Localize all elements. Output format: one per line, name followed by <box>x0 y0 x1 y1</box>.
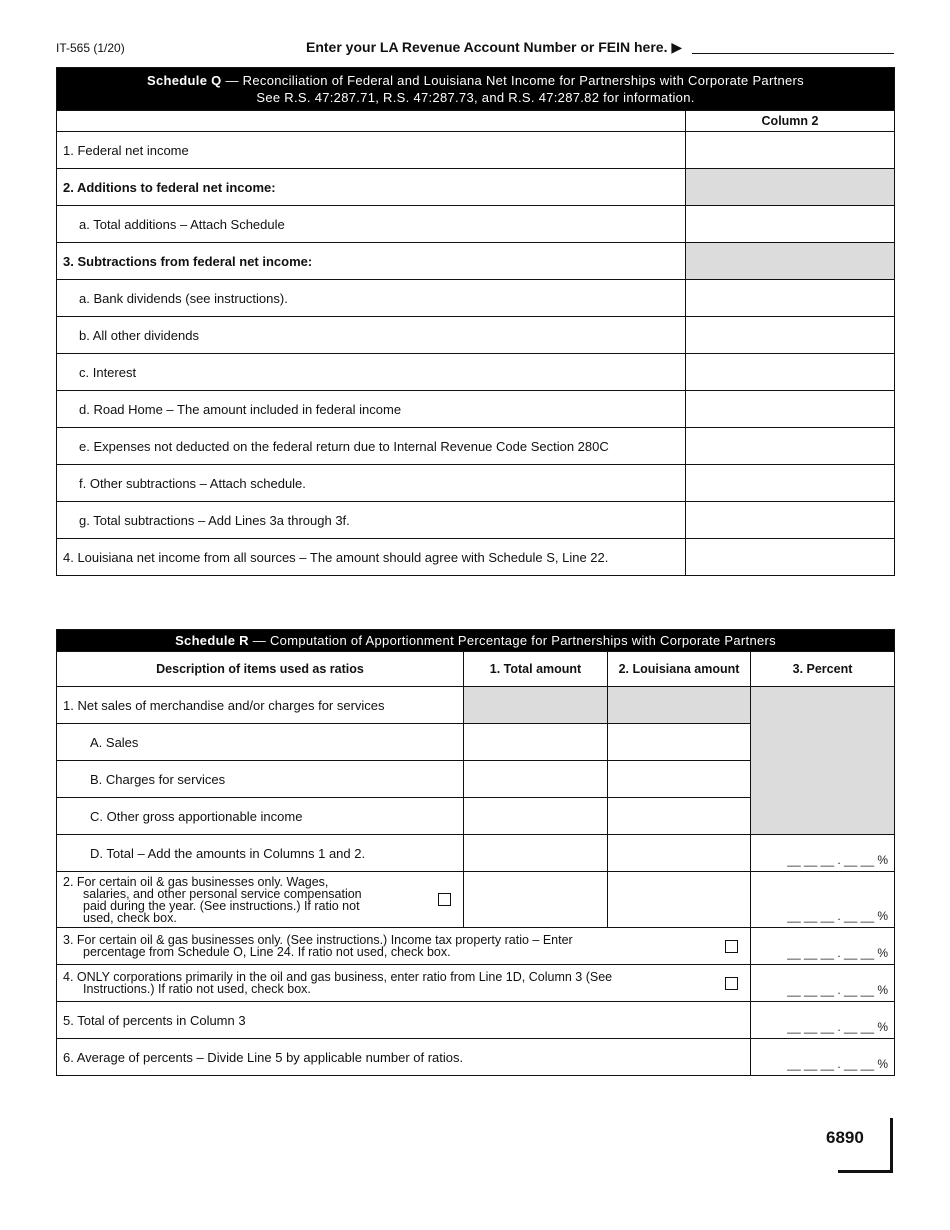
col-description-header: Description of items used as ratios <box>57 652 464 687</box>
r-line-3-percent[interactable]: __ __ __ . __ __ % <box>751 928 895 965</box>
q-line-3g-input[interactable] <box>686 502 895 539</box>
schedule-q-header <box>57 68 895 111</box>
col-percent-header: 3. Percent <box>751 652 895 687</box>
r-line-1d-la-input[interactable] <box>608 835 751 872</box>
q-line-2a-input[interactable] <box>686 206 895 243</box>
account-number-prompt: Enter your LA Revenue Account Number or FEIN here. ▶ <box>306 39 683 55</box>
r-line-1d-total-input[interactable] <box>464 835 608 872</box>
q-line-4-label: 4. Louisiana net income from all sources – The amount should agree with Schedule S, Line 22. <box>57 539 686 576</box>
form-number: 6890 <box>826 1128 864 1147</box>
r-line-1c-label: C. Other gross apportionable income <box>57 798 464 835</box>
column-2-header: Column 2 <box>686 111 895 132</box>
q-line-3f-label: f. Other subtractions – Attach schedule. <box>57 465 686 502</box>
r-percent-shaded-block <box>751 687 895 835</box>
r-line-1a-label: A. Sales <box>57 724 464 761</box>
corner-mark <box>890 1118 893 1173</box>
r-line-5-label: 5. Total of percents in Column 3 <box>57 1002 751 1039</box>
schedule-r-header <box>57 630 895 652</box>
q-line-1-label: 1. Federal net income <box>57 132 686 169</box>
r-line-1a-la-input[interactable] <box>608 724 751 761</box>
form-id: IT-565 (1/20) <box>56 41 125 55</box>
q-line-3a-label: a. Bank dividends (see instructions). <box>57 280 686 317</box>
r-line-6-percent[interactable]: __ __ __ . __ __ % <box>751 1039 895 1076</box>
r-line-1c-total-input[interactable] <box>464 798 608 835</box>
r-line-1a-total-input[interactable] <box>464 724 608 761</box>
r-line-1-total-shaded <box>464 687 608 724</box>
q-line-3e-input[interactable] <box>686 428 895 465</box>
top-header <box>56 38 894 58</box>
q-line-3-shaded <box>686 243 895 280</box>
q-line-3e-label: e. Expenses not deducted on the federal return due to Internal Revenue Code Section 280C <box>57 428 686 465</box>
schedule-r-title: — Computation of Apportionment Percentage for Partnerships with Corporate Partners <box>248 633 776 648</box>
r-line-2-label: 2. For certain oil & gas businesses only. Wages, salaries, and other personal service compensation paid during the year. (See instructions.) If ratio not used, check box. <box>57 872 464 928</box>
r-line-2-percent[interactable]: __ __ __ . __ __ % <box>751 872 895 928</box>
schedule-q-subtitle: See R.S. 47:287.71, R.S. 47:287.73, and R.S. 47:287.82 for information. <box>256 90 695 105</box>
q-line-3b-input[interactable] <box>686 317 895 354</box>
r-line-4-percent[interactable]: __ __ __ . __ __ % <box>751 965 895 1002</box>
corner-mark-base <box>838 1170 893 1173</box>
q-line-3b-label: b. All other dividends <box>57 317 686 354</box>
col-total-amount-header: 1. Total amount <box>464 652 608 687</box>
r-line-2-la-input[interactable] <box>608 872 751 928</box>
q-line-4-input[interactable] <box>686 539 895 576</box>
r-line-1b-label: B. Charges for services <box>57 761 464 798</box>
q-line-3c-label: c. Interest <box>57 354 686 391</box>
q-line-1-input[interactable] <box>686 132 895 169</box>
q-line-2-shaded <box>686 169 895 206</box>
q-line-3c-input[interactable] <box>686 354 895 391</box>
r-line-1b-la-input[interactable] <box>608 761 751 798</box>
r-line-2-checkbox[interactable] <box>438 893 451 906</box>
q-line-3d-input[interactable] <box>686 391 895 428</box>
r-line-1c-la-input[interactable] <box>608 798 751 835</box>
q-line-3d-label: d. Road Home – The amount included in federal income <box>57 391 686 428</box>
r-line-1-label: 1. Net sales of merchandise and/or charges for services <box>57 687 464 724</box>
q-line-2-label: 2. Additions to federal net income: <box>57 169 686 206</box>
r-line-1d-percent[interactable]: __ __ __ . __ __ % <box>751 835 895 872</box>
r-line-4-label: 4. ONLY corporations primarily in the oil and gas business, enter ratio from Line 1D, Column 3 (See Instructions.) If ratio not used, check box. <box>57 965 751 1002</box>
r-line-1d-label: D. Total – Add the amounts in Columns 1 and 2. <box>57 835 464 872</box>
r-line-3-checkbox[interactable] <box>725 940 738 953</box>
q-line-3-label: 3. Subtractions from federal net income: <box>57 243 686 280</box>
r-line-1b-total-input[interactable] <box>464 761 608 798</box>
schedule-q-table <box>56 67 895 576</box>
schedule-q-title-bold: Schedule Q <box>147 73 222 88</box>
r-line-1-la-shaded <box>608 687 751 724</box>
q-line-3f-input[interactable] <box>686 465 895 502</box>
r-line-2-total-input[interactable] <box>464 872 608 928</box>
schedule-r-table <box>56 629 895 1076</box>
r-line-3-label: 3. For certain oil & gas businesses only. (See instructions.) Income tax property ratio – Enter percentage from Schedule O, Line 24. If ratio not used, check box. <box>57 928 751 965</box>
col-louisiana-amount-header: 2. Louisiana amount <box>608 652 751 687</box>
schedule-r-title-bold: Schedule R <box>175 633 249 648</box>
schedule-q-title: — Reconciliation of Federal and Louisiana Net Income for Partnerships with Corporate Partners <box>221 73 804 88</box>
r-line-4-checkbox[interactable] <box>725 977 738 990</box>
r-line-5-percent[interactable]: __ __ __ . __ __ % <box>751 1002 895 1039</box>
q-line-3a-input[interactable] <box>686 280 895 317</box>
q-line-2a-label: a. Total additions – Attach Schedule <box>57 206 686 243</box>
q-line-3g-label: g. Total subtractions – Add Lines 3a through 3f. <box>57 502 686 539</box>
r-line-6-label: 6. Average of percents – Divide Line 5 by applicable number of ratios. <box>57 1039 751 1076</box>
account-number-field[interactable] <box>692 52 894 54</box>
